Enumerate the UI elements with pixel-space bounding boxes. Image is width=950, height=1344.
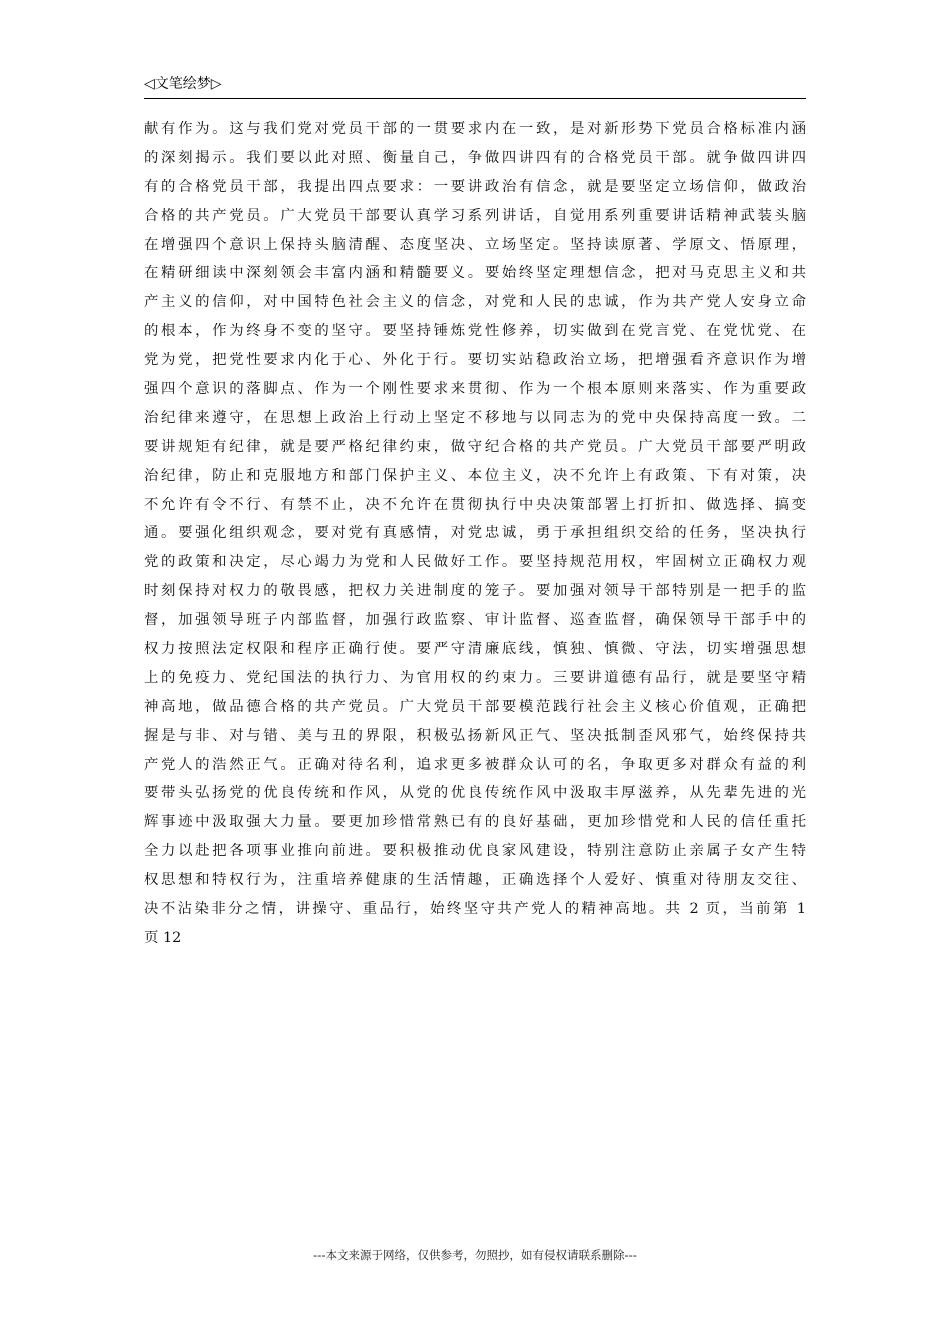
body-line: 决不沾染非分之情，讲操守、重品行，始终坚守共产党人的精神高地。共 2 页，当前第 1 — [144, 901, 806, 918]
body-line: 上的免疫力、党纪国法的执行力、为官用权的约束力。三要讲道德有品行，就是要坚守精 — [144, 669, 806, 686]
body-line: 产党人的浩然正气。正确对待名利，追求更多被群众认可的名，争取更多对群众有益的利 — [144, 756, 806, 773]
body-line: 要带头弘扬党的优良传统和作风，从党的优良传统作风中汲取丰厚滋养，从先辈先进的光 — [144, 785, 806, 802]
body-line: 的根本，作为终身不变的坚守。要坚持锤炼党性修养，切实做到在党言党、在党忧党、在 — [144, 323, 806, 340]
body-line: 督，加强领导班子内部监督，加强行政监察、审计监督、巡查监督，确保领导干部手中的 — [144, 612, 806, 629]
body-line: 不允许有令不行、有禁不止，决不允许在贯彻执行中央决策部署上打折扣、做选择、搞变 — [144, 496, 806, 513]
body-text — [144, 115, 806, 953]
body-line: 强四个意识的落脚点、作为一个刚性要求来贯彻、作为一个根本原则来落实、作为重要政 — [144, 381, 806, 398]
body-line: 全力以赴把各项事业推向前进。要积极推动优良家风建设，特别注意防止亲属子女产生特 — [144, 843, 806, 860]
header-title: ◁文笔绘梦▷ — [144, 76, 222, 92]
body-line: 党为党，把党性要求内化于心、外化于行。要切实站稳政治立场，把增强看齐意识作为增 — [144, 352, 806, 369]
body-line: 页 12 — [144, 929, 182, 946]
body-line: 握是与非、对与错、美与丑的界限，积极弘扬新风正气、坚决抵制歪风邪气，始终保持共 — [144, 727, 806, 744]
body-line: 辉事迹中汲取强大力量。要更加珍惜常熟已有的良好基础，更加珍惜党和人民的信任重托 — [144, 814, 806, 831]
body-line: 在精研细读中深刻领会丰富内涵和精髓要义。要始终坚定理想信念，把对马克思主义和共 — [144, 265, 806, 282]
body-line: 在增强四个意识上保持头脑清醒、态度坚决、立场坚定。坚持读原著、学原文、悟原理， — [144, 236, 806, 253]
body-line: 治纪律来遵守，在思想上政治上行动上坚定不移地与以同志为的党中央保持高度一致。二 — [144, 409, 806, 426]
body-line: 权思想和特权行为，注重培养健康的生活情趣，正确选择个人爱好、慎重对待朋友交往、 — [144, 872, 806, 889]
body-line: 神高地，做品德合格的共产党员。广大党员干部要模范践行社会主义核心价值观，正确把 — [144, 698, 806, 715]
body-line: 产主义的信仰，对中国特色社会主义的信念，对党和人民的忠诚，作为共产党人安身立命 — [144, 294, 806, 311]
body-line: 通。要强化组织观念，要对党有真感情，对党忠诚，勇于承担组织交给的任务，坚决执行 — [144, 525, 806, 542]
body-line: 要讲规矩有纪律，就是要严格纪律约束，做守纪合格的共产党员。广大党员干部要严明政 — [144, 438, 806, 455]
body-line: 党的政策和决定，尽心竭力为党和人民做好工作。要坚持规范用权，牢固树立正确权力观 — [144, 554, 806, 571]
body-line: 权力按照法定权限和程序正确行使。要严守清廉底线，慎独、慎微、守法，切实增强思想 — [144, 641, 806, 658]
body-line: 时刻保持对权力的敬畏感，把权力关进制度的笼子。要加强对领导干部特别是一把手的监 — [144, 583, 806, 600]
page-header — [144, 72, 806, 99]
body-line: 的深刻揭示。我们要以此对照、衡量自己，争做四讲四有的合格党员干部。就争做四讲四 — [144, 149, 806, 166]
body-line: 献有作为。这与我们党对党员干部的一贯要求内在一致，是对新形势下党员合格标准内涵 — [144, 121, 806, 137]
body-line: 有的合格党员干部，我提出四点要求：一要讲政治有信念，就是要坚定立场信仰，做政治 — [144, 178, 806, 195]
body-line: 合格的共产党员。广大党员干部要认真学习系列讲话，自觉用系列重要讲话精神武装头脑 — [144, 207, 806, 224]
body-line: 治纪律，防止和克服地方和部门保护主义、本位主义，决不允许上有政策、下有对策，决 — [144, 467, 806, 484]
page-footer: ---本文来源于网络，仅供参考，勿照抄，如有侵权请联系删除--- — [313, 1248, 637, 1262]
